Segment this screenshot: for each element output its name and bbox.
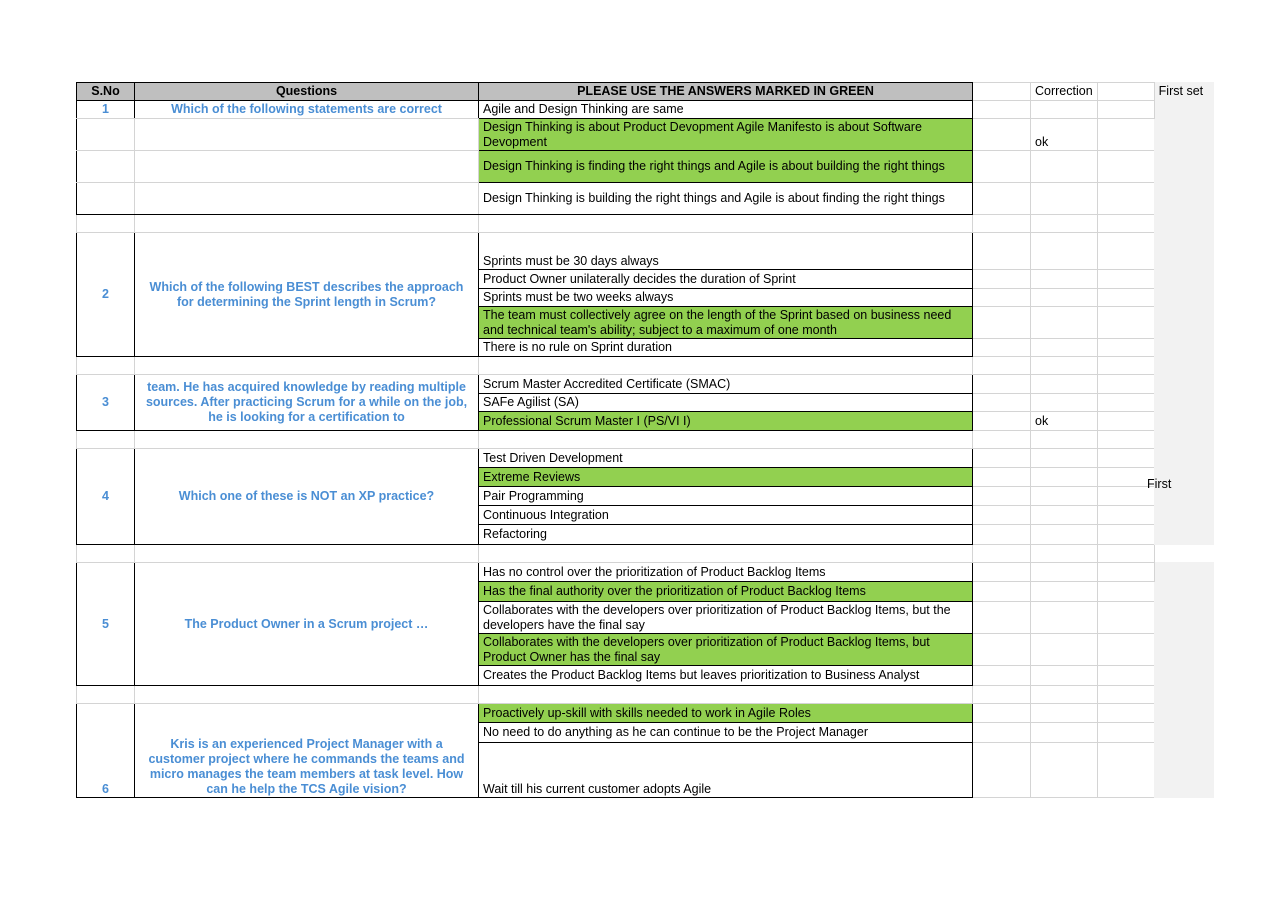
cell[interactable] (1097, 634, 1154, 666)
table-row (77, 375, 1214, 394)
cell[interactable] (1031, 339, 1098, 357)
q4-answer-1[interactable]: Test Driven Development (479, 449, 973, 468)
cell[interactable] (1097, 449, 1154, 468)
header-first-set[interactable]: First set (1154, 83, 1213, 101)
q4-answer-4[interactable]: Continuous Integration (479, 506, 973, 525)
q4-first-marker[interactable]: First (1147, 477, 1172, 491)
q1-answer-4[interactable]: Design Thinking is building the right things and Agile is about finding the right things (479, 183, 973, 215)
separator-row (77, 686, 1214, 704)
cell[interactable] (77, 119, 135, 151)
q3-answer-3[interactable]: Professional Scrum Master I (PS/VI I) (479, 412, 973, 431)
cell[interactable] (1031, 468, 1098, 487)
table-row (77, 183, 1214, 215)
cell[interactable] (1097, 412, 1154, 431)
cell[interactable] (973, 394, 1031, 412)
cell[interactable] (973, 83, 1031, 101)
cell[interactable] (1031, 743, 1098, 798)
q4-sno[interactable]: 4 (77, 449, 135, 545)
table-row (77, 704, 1214, 723)
table-row (77, 563, 1214, 582)
cell[interactable] (1031, 525, 1098, 545)
q2-question[interactable]: Which of the following BEST describes the approach for determining the Sprint length in Scrum? (135, 233, 479, 357)
cell[interactable] (973, 449, 1031, 468)
q2-answer-3[interactable]: Sprints must be two weeks always (479, 289, 973, 307)
cell[interactable] (973, 233, 1031, 270)
cell[interactable] (973, 704, 1031, 723)
cell[interactable] (1097, 215, 1154, 233)
cell[interactable] (1097, 545, 1154, 563)
cell[interactable] (973, 412, 1031, 431)
cell[interactable] (1097, 582, 1154, 602)
q1-correction[interactable]: ok (1031, 119, 1098, 151)
cell[interactable] (1097, 487, 1154, 506)
cell[interactable] (1097, 270, 1154, 289)
cell[interactable] (135, 686, 479, 704)
cell[interactable] (973, 602, 1031, 634)
q5-answer-1[interactable]: Has no control over the prioritization of Product Backlog Items (479, 563, 973, 582)
cell[interactable] (1031, 233, 1098, 270)
cell[interactable] (135, 151, 479, 183)
cell[interactable] (1097, 563, 1154, 582)
q6-answer-3[interactable]: Wait till his current customer adopts Agile (479, 743, 973, 798)
q1-sno[interactable]: 1 (77, 101, 135, 119)
cell[interactable] (1031, 449, 1098, 468)
cell[interactable] (1031, 582, 1098, 602)
cell[interactable] (1031, 151, 1098, 183)
cell[interactable] (135, 215, 479, 233)
q1-question[interactable]: Which of the following statements are correct (135, 101, 479, 119)
cell[interactable] (973, 634, 1031, 666)
cell[interactable] (1097, 686, 1154, 704)
q3-question-text: team. He has acquired knowledge by reading multiple sources. After practicing Scrum for a while on the job, he is looking for a certification to (145, 380, 468, 424)
cell[interactable] (1097, 525, 1154, 545)
q4-answer-3[interactable]: Pair Programming (479, 487, 973, 506)
separator-row (77, 545, 1214, 563)
q6-question[interactable]: Kris is an experienced Project Manager with a customer project where he commands the teams and micro manages the team members at task level. How can he help the TCS Agile vision? (135, 704, 479, 798)
cell[interactable] (1031, 545, 1098, 563)
cell[interactable] (973, 339, 1031, 357)
cell[interactable] (973, 666, 1031, 686)
cell[interactable] (1031, 563, 1098, 582)
cell[interactable] (973, 375, 1031, 394)
separator-row (77, 431, 1214, 449)
q2-answer-4[interactable]: The team must collectively agree on the length of the Sprint based on business need and technical team's ability; subject to a maximum of one month (479, 307, 973, 339)
q5-sno[interactable]: 5 (77, 563, 135, 686)
cell[interactable] (1097, 101, 1154, 119)
cell[interactable] (973, 582, 1031, 602)
cell[interactable] (973, 119, 1031, 151)
q6-answer-1[interactable]: Proactively up-skill with skills needed to work in Agile Roles (479, 704, 973, 723)
q1-answer-3[interactable]: Design Thinking is finding the right things and Agile is about building the right things (479, 151, 973, 183)
q1-answer-2[interactable]: Design Thinking is about Product Devopment Agile Manifesto is about Software Devopment (479, 119, 973, 151)
q6-answer-2[interactable]: No need to do anything as he can continue to be the Project Manager (479, 723, 973, 743)
table-row (77, 119, 1214, 151)
cell[interactable] (1031, 215, 1098, 233)
q3-answer-2[interactable]: SAFe Agilist (SA) (479, 394, 973, 412)
cell[interactable] (479, 431, 973, 449)
header-row (77, 83, 1214, 101)
cell[interactable] (1097, 743, 1154, 798)
table-row (77, 233, 1214, 270)
cell[interactable] (77, 215, 135, 233)
q2-sno[interactable]: 2 (77, 233, 135, 357)
cell[interactable] (479, 686, 973, 704)
header-questions[interactable]: Questions (135, 83, 479, 101)
cell[interactable] (1031, 602, 1098, 634)
q3-correction[interactable]: ok (1031, 412, 1098, 431)
cell[interactable] (973, 723, 1031, 743)
q3-question[interactable] (135, 375, 479, 431)
cell[interactable] (1097, 289, 1154, 307)
q3-answer-1[interactable]: Scrum Master Accredited Certificate (SMAC) (479, 375, 973, 394)
cell[interactable] (973, 545, 1031, 563)
cell[interactable] (1097, 506, 1154, 525)
cell[interactable] (1031, 270, 1098, 289)
q5-answer-2[interactable]: Has the final authority over the prioritization of Product Backlog Items (479, 582, 973, 602)
cell[interactable] (1097, 83, 1154, 101)
cell[interactable] (1097, 602, 1154, 634)
cell[interactable] (479, 215, 973, 233)
cell[interactable] (77, 686, 135, 704)
cell[interactable] (479, 357, 973, 375)
cell[interactable] (1097, 375, 1154, 394)
cell[interactable] (973, 215, 1031, 233)
q2-answer-1[interactable]: Sprints must be 30 days always (479, 233, 973, 270)
cell[interactable] (1031, 487, 1098, 506)
cell[interactable] (1031, 723, 1098, 743)
cell[interactable] (1097, 183, 1154, 215)
cell[interactable] (973, 563, 1031, 582)
cell[interactable] (77, 357, 135, 375)
cell[interactable] (973, 307, 1031, 339)
cell[interactable] (135, 431, 479, 449)
cell[interactable] (135, 357, 479, 375)
cell[interactable] (1031, 375, 1098, 394)
cell[interactable] (1031, 357, 1098, 375)
cell[interactable] (77, 151, 135, 183)
cell[interactable] (77, 545, 135, 563)
cell[interactable] (1031, 704, 1098, 723)
cell[interactable] (1097, 468, 1154, 487)
cell[interactable] (1097, 394, 1154, 412)
cell[interactable] (973, 468, 1031, 487)
cell[interactable] (1031, 394, 1098, 412)
cell[interactable] (77, 431, 135, 449)
cell[interactable] (135, 183, 479, 215)
cell[interactable] (1097, 666, 1154, 686)
cell[interactable] (973, 357, 1031, 375)
cell[interactable] (1097, 723, 1154, 743)
cell[interactable] (973, 101, 1031, 119)
cell[interactable] (973, 270, 1031, 289)
cell[interactable] (77, 183, 135, 215)
cell[interactable] (1031, 289, 1098, 307)
cell[interactable] (1097, 151, 1154, 183)
q6-sno[interactable]: 6 (77, 704, 135, 798)
cell[interactable] (1097, 431, 1154, 449)
cell[interactable] (973, 151, 1031, 183)
cell[interactable] (973, 289, 1031, 307)
cell[interactable] (1031, 101, 1098, 119)
cell[interactable] (1031, 634, 1098, 666)
cell[interactable] (1031, 666, 1098, 686)
q4-question[interactable]: Which one of these is NOT an XP practice? (135, 449, 479, 545)
q3-sno[interactable]: 3 (77, 375, 135, 431)
cell[interactable] (1031, 183, 1098, 215)
header-sno[interactable]: S.No (77, 83, 135, 101)
cell[interactable] (1097, 704, 1154, 723)
cell[interactable] (479, 545, 973, 563)
cell[interactable] (1097, 307, 1154, 339)
first-set-column-lower[interactable] (1154, 563, 1213, 798)
cell[interactable] (135, 119, 479, 151)
cell[interactable] (1097, 233, 1154, 270)
cell[interactable] (973, 525, 1031, 545)
q1-answer-1[interactable]: Agile and Design Thinking are same (479, 101, 973, 119)
cell[interactable] (1097, 119, 1154, 151)
q5-question[interactable]: The Product Owner in a Scrum project … (135, 563, 479, 686)
separator-row (77, 357, 1214, 375)
cell[interactable] (973, 487, 1031, 506)
table-row (77, 449, 1214, 468)
q2-answer-5[interactable]: There is no rule on Sprint duration (479, 339, 973, 357)
separator-row (77, 215, 1214, 233)
cell[interactable] (973, 183, 1031, 215)
q5-answer-5[interactable]: Creates the Product Backlog Items but leaves prioritization to Business Analyst (479, 666, 973, 686)
cell[interactable] (973, 743, 1031, 798)
cell[interactable] (1097, 339, 1154, 357)
cell[interactable] (1097, 357, 1154, 375)
cell[interactable] (135, 545, 479, 563)
q2-answer-2[interactable]: Product Owner unilaterally decides the duration of Sprint (479, 270, 973, 289)
cell[interactable] (973, 506, 1031, 525)
q4-answer-2[interactable]: Extreme Reviews (479, 468, 973, 487)
cell[interactable] (1031, 506, 1098, 525)
cell[interactable] (973, 686, 1031, 704)
q5-answer-4[interactable]: Collaborates with the developers over prioritization of Product Backlog Items, but Product Owner has the final say (479, 634, 973, 666)
header-correction[interactable]: Correction (1031, 83, 1098, 101)
cell[interactable] (973, 431, 1031, 449)
cell[interactable] (1031, 431, 1098, 449)
table-row (77, 101, 1214, 119)
header-answers[interactable]: PLEASE USE THE ANSWERS MARKED IN GREEN (479, 83, 973, 101)
q4-answer-5[interactable]: Refactoring (479, 525, 973, 545)
q5-answer-3[interactable]: Collaborates with the developers over prioritization of Product Backlog Items, but the developers have the final say (479, 602, 973, 634)
quiz-spreadsheet (76, 82, 1214, 798)
table-row (77, 151, 1214, 183)
cell[interactable] (1031, 307, 1098, 339)
cell[interactable] (1031, 686, 1098, 704)
